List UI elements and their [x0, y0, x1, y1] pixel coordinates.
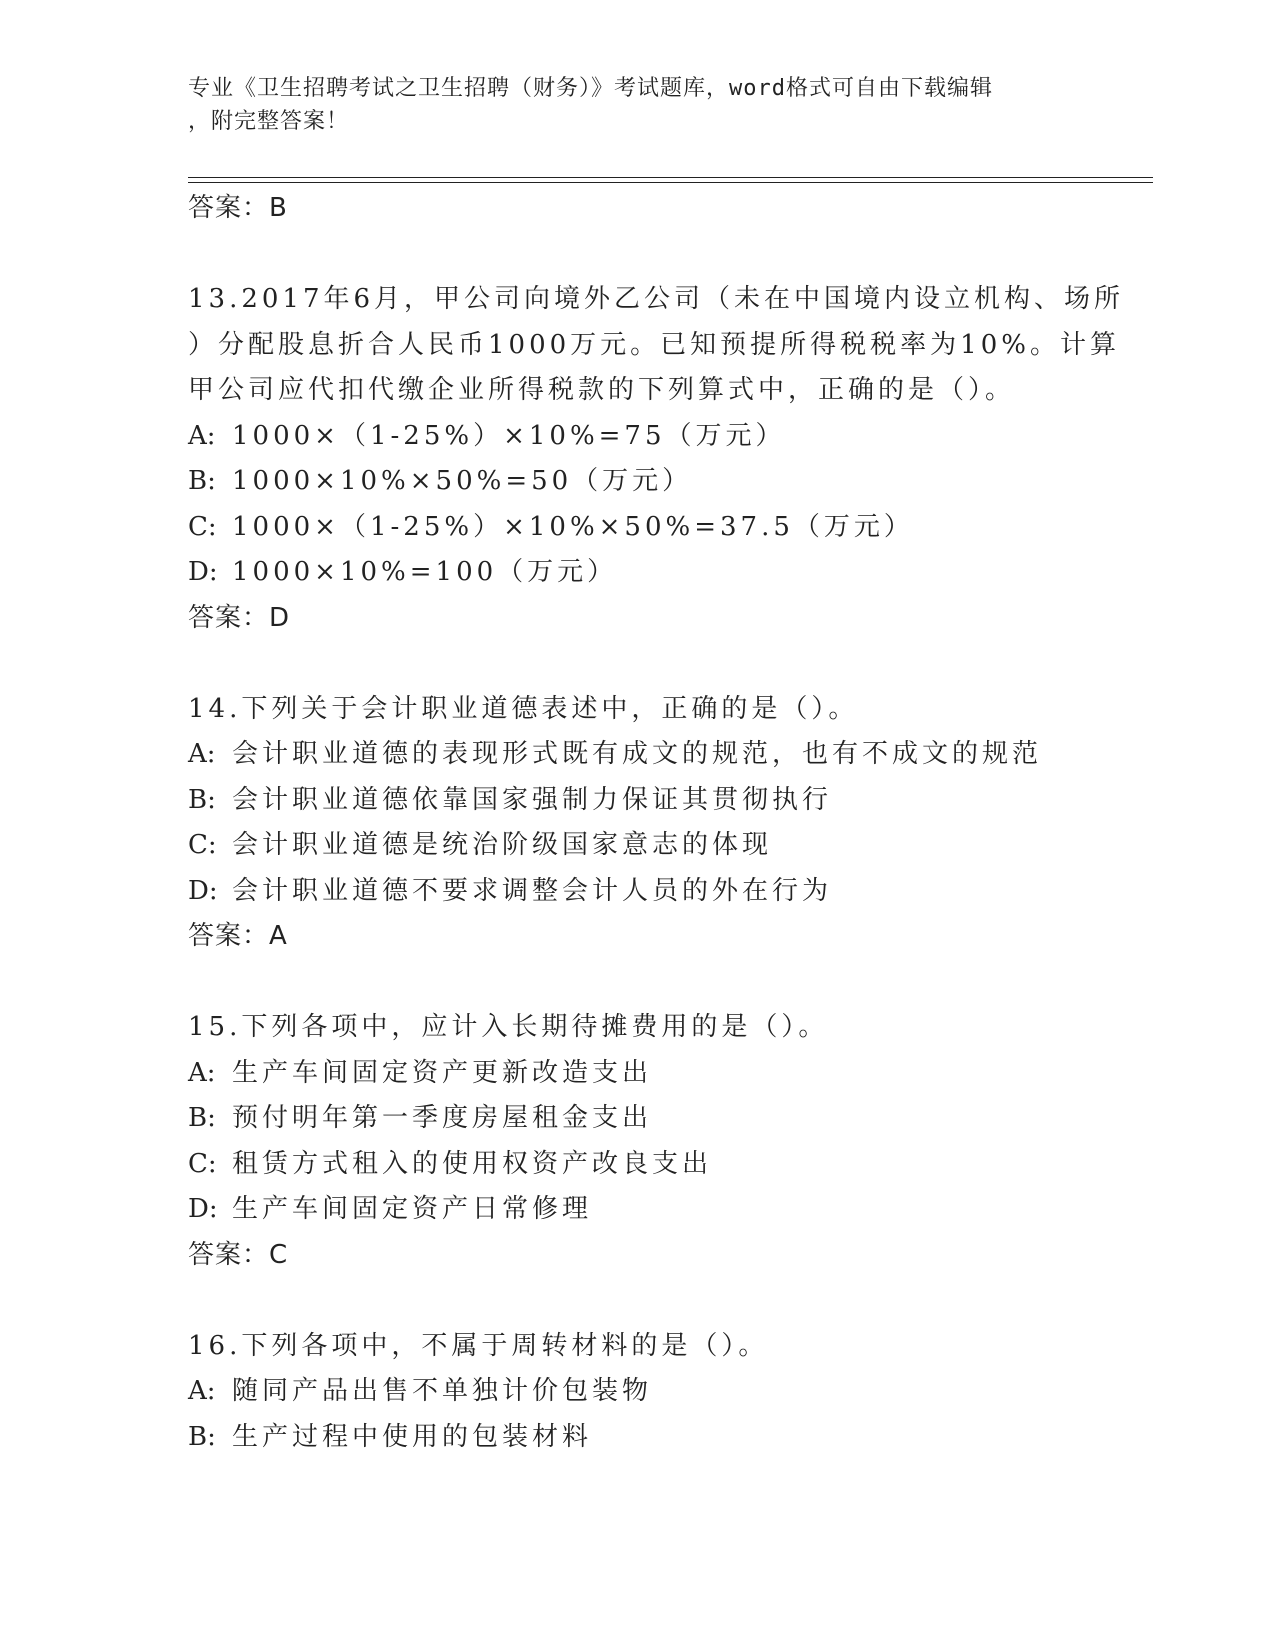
spacer — [188, 960, 1148, 1006]
option-letter: D: — [188, 875, 218, 906]
option-text: 会计职业道德的表现形式既有成文的规范，也有不成文的规范 — [232, 739, 1043, 769]
option-b — [188, 459, 1148, 505]
spacer — [188, 232, 1148, 278]
option-letter: A: — [188, 739, 216, 769]
option-text: 生产车间固定资产更新改造支出 — [232, 1057, 653, 1088]
option-d — [188, 550, 1148, 596]
option-letter: B: — [188, 1421, 216, 1452]
option-a — [188, 1369, 1148, 1415]
spacer — [188, 641, 1148, 687]
header-line-2: ，附完整答案！ — [188, 109, 350, 134]
question-15 — [188, 1005, 1148, 1278]
answer-line: 答案：C — [188, 1239, 289, 1270]
option-c — [188, 505, 1148, 551]
option-letter: A: — [188, 1376, 216, 1406]
question-stem-line: 16.下列各项中，不属于周转材料的是（）。 — [188, 1330, 769, 1361]
header-line-1: 专业《卫生招聘考试之卫生招聘（财务）》考试题库，word格式可自由下载编辑 — [188, 76, 993, 101]
option-letter: A: — [188, 1057, 216, 1088]
option-text: 会计职业道德不要求调整会计人员的外在行为 — [232, 875, 833, 906]
option-c — [188, 823, 1148, 869]
option-d — [188, 869, 1148, 915]
question-stem-line: 14.下列关于会计职业道德表述中，正确的是（）。 — [188, 693, 859, 724]
option-letter: A: — [188, 420, 216, 451]
header-rule-top — [188, 177, 1153, 178]
option-text: 1000×（1-25%）×10%×50%=37.5（万元） — [232, 511, 914, 542]
question-stem-line: 15.下列各项中，应计入长期待摊费用的是（）。 — [188, 1012, 829, 1042]
option-text: 1000×（1-25%）×10%=75（万元） — [232, 420, 786, 451]
option-letter: C: — [188, 830, 217, 860]
option-letter: B: — [188, 784, 216, 815]
option-text: 随同产品出售不单独计价包装物 — [232, 1376, 653, 1406]
option-letter: D: — [188, 557, 218, 587]
option-text: 租赁方式租入的使用权资产改良支出 — [232, 1148, 713, 1179]
option-text: 1000×10%×50%=50（万元） — [232, 466, 693, 496]
option-a — [188, 414, 1148, 460]
option-letter: B: — [188, 1103, 216, 1133]
option-text: 生产车间固定资产日常修理 — [232, 1194, 593, 1224]
question-stem-line: 13.2017年6月，甲公司向境外乙公司（未在中国境内设立机构、场所 — [188, 284, 1125, 314]
option-a — [188, 1051, 1148, 1097]
answer-line: 答案：A — [188, 921, 288, 951]
option-text: 会计职业道德依靠国家强制力保证其贯彻执行 — [232, 784, 833, 815]
option-letter: B: — [188, 466, 216, 496]
document-content — [188, 186, 1148, 1460]
option-letter: C: — [188, 1148, 217, 1179]
question-stem-line: ）分配股息折合人民币1000万元。已知预提所得税税率为10%。计算 — [188, 329, 1120, 360]
option-d — [188, 1187, 1148, 1233]
option-text: 会计职业道德是统治阶级国家意志的体现 — [232, 830, 773, 860]
spacer — [188, 1278, 1148, 1324]
option-text: 生产过程中使用的包装材料 — [232, 1421, 593, 1452]
answer-line: 答案：D — [188, 602, 291, 633]
option-b — [188, 1415, 1148, 1461]
question-stem-line: 甲公司应代扣代缴企业所得税款的下列算式中，正确的是（）。 — [188, 375, 1016, 405]
option-letter: C: — [188, 511, 217, 542]
question-14 — [188, 687, 1148, 960]
question-13 — [188, 277, 1148, 641]
option-b — [188, 778, 1148, 824]
question-16 — [188, 1324, 1148, 1461]
option-text: 预付明年第一季度房屋租金支出 — [232, 1103, 653, 1133]
header-rule-bottom — [188, 182, 1153, 183]
option-a — [188, 732, 1148, 778]
document-header — [188, 72, 1068, 138]
option-c — [188, 1142, 1148, 1188]
option-b — [188, 1096, 1148, 1142]
answer-line: 答案：B — [188, 193, 288, 223]
option-text: 1000×10%=100（万元） — [232, 557, 618, 587]
option-letter: D: — [188, 1194, 218, 1224]
